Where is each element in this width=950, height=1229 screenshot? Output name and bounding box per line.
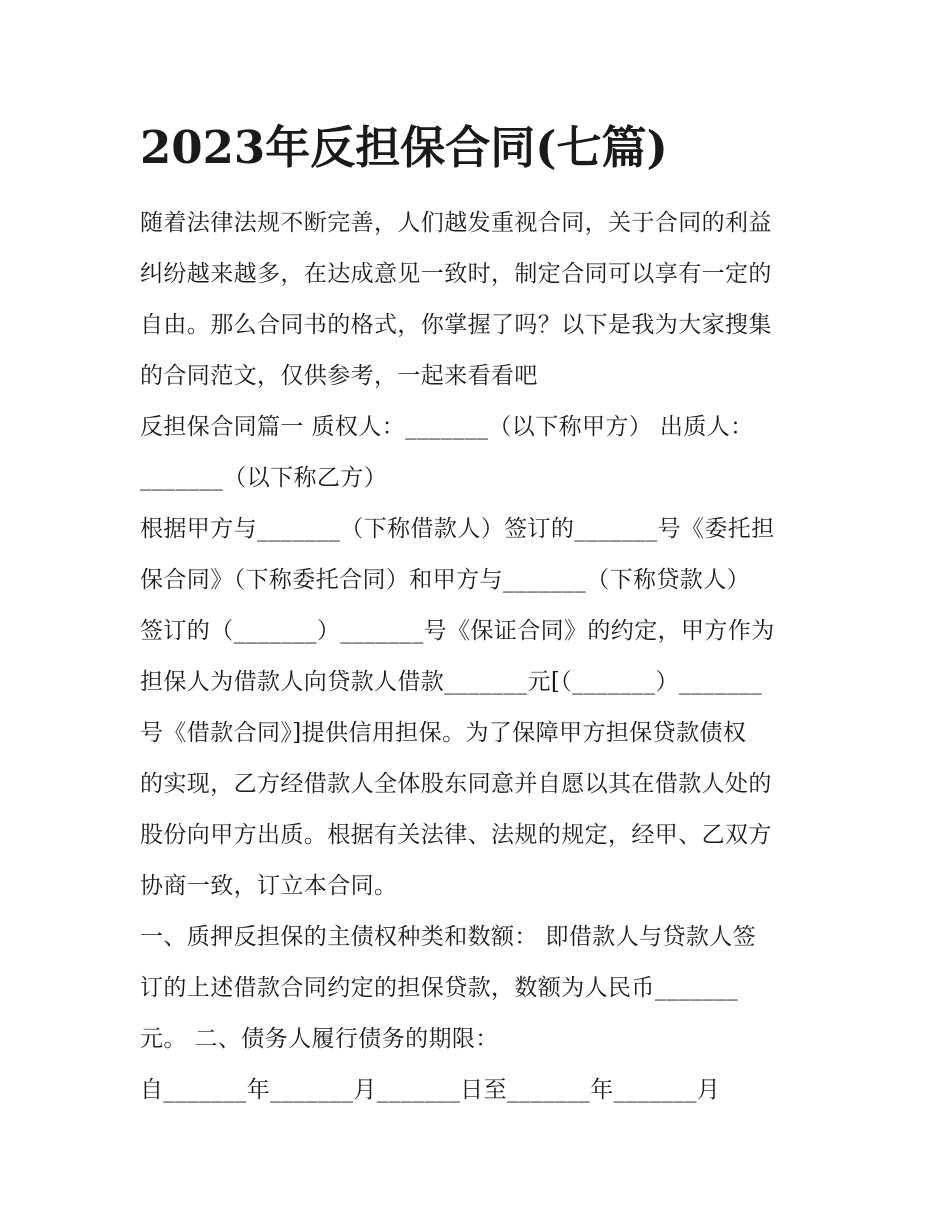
body-line: 自_______年_______月_______日至_______年_______月: [140, 1077, 721, 1103]
body-line: 自由。那么合同书的格式，你掌握了吗？以下是我为大家搜集: [140, 312, 772, 338]
body-line: 纠纷越来越多，在达成意见一致时，制定合同可以享有一定的: [140, 261, 772, 287]
body-line: 根据甲方与_______（下称借款人）签订的_______号《委托担: [140, 516, 775, 542]
body-line: 签订的（_______）_______号《保证合同》的约定，甲方作为: [140, 618, 775, 644]
body-line: 协商一致，订立本合同。: [140, 873, 398, 899]
body-line: 随着法律法规不断完善，人们越发重视合同，关于合同的利益: [140, 210, 772, 236]
body-line: 元。 二、债务人履行债务的期限：: [140, 1026, 499, 1052]
document-title: 2023年反担保合同(七篇): [140, 121, 668, 174]
body-line: 反担保合同篇一 质权人：_______（以下称甲方） 出质人：: [140, 414, 754, 440]
body-line: 的合同范文，仅供参考，一起来看看吧: [140, 363, 538, 389]
body-line: 股份向甲方出质。根据有关法律、法规的规定，经甲、乙双方: [140, 822, 772, 848]
body-line: 的实现，乙方经借款人全体股东同意并自愿以其在借款人处的: [140, 771, 772, 797]
body-line: 订的上述借款合同约定的担保贷款，数额为人民币_______: [140, 975, 739, 1001]
body-line: 号《借款合同》]提供信用担保。为了保障甲方担保贷款债权: [140, 720, 747, 746]
document-body: [140, 198, 830, 1116]
body-line: _______（以下称乙方）: [140, 465, 388, 491]
body-line: 担保人为借款人向贷款人借款_______元[（_______）_______: [140, 669, 763, 695]
body-line: 一、质押反担保的主债权种类和数额： 即借款人与贷款人签: [140, 924, 757, 950]
body-line: 保合同》（下称委托合同）和甲方与_______（下称贷款人）: [140, 567, 750, 593]
